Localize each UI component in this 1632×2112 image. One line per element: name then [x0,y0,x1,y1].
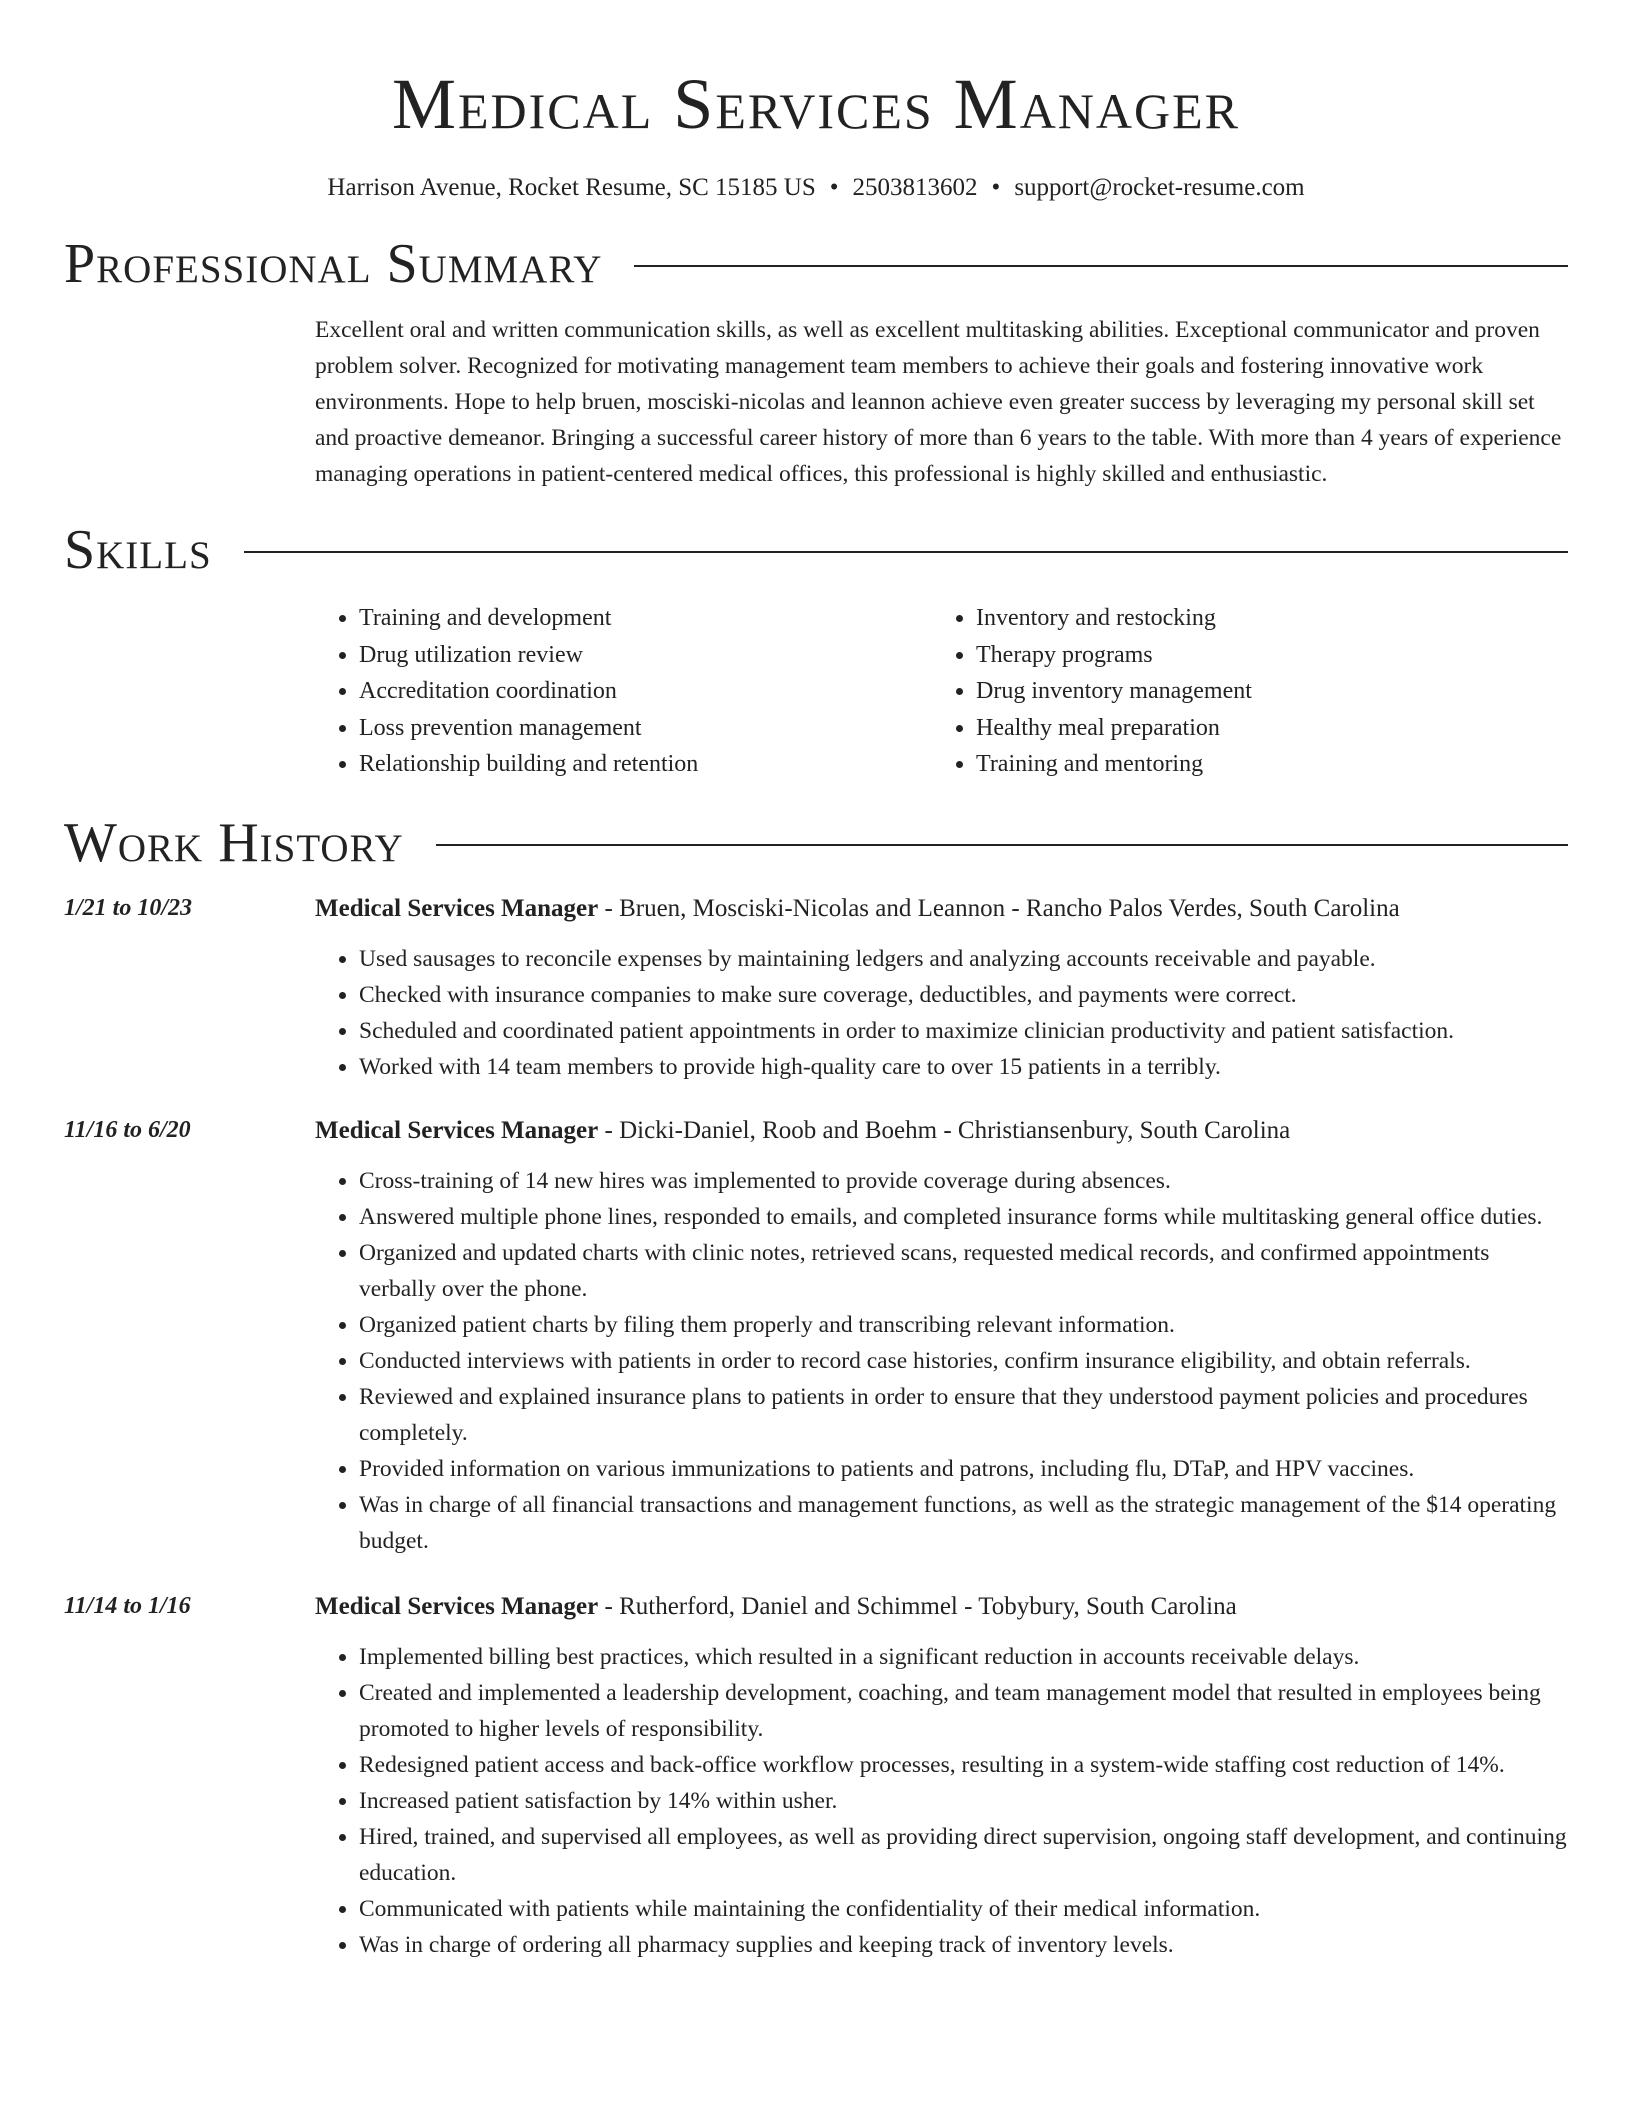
list-item: • Hired, trained, and supervised all employees, as well as providing direct supervision, ongoing staff development, and continuing education. [359,1819,1568,1891]
list-item: • Organized patient charts by filing them properly and transcribing relevant information. [359,1307,1568,1343]
list-item: • Implemented billing best practices, which resulted in a significant reduction in accounts receivable delays. [359,1639,1568,1675]
list-item: • Healthy meal preparation [976,710,1252,747]
list-item: • Therapy programs [976,637,1252,674]
skills-list [315,600,1568,783]
job-title: Medical Services Manager [315,1116,599,1144]
list-item: • Was in charge of all financial transactions and management functions, as well as the strategic management of the $14 operating budget. [359,1487,1568,1559]
contact-separator: • [991,174,1001,201]
list-item: • Scheduled and coordinated patient appointments in order to maximize clinician productivity and patient satisfaction. [359,1013,1568,1049]
list-item: • Training and development [359,600,932,637]
job-heading [315,1117,1568,1145]
list-item: • Inventory and restocking [976,600,1252,637]
job-dates: 1/21 to 10/23 [64,894,193,921]
contact-phone: 2503813602 [852,174,978,201]
work-history-list [64,895,1568,1963]
section-divider [634,265,1568,267]
list-item: • Was in charge of ordering all pharmacy supplies and keeping track of inventory levels. [359,1927,1568,1963]
work-section-header [64,811,1568,874]
section-divider [244,551,1568,553]
job-dates: 11/16 to 6/20 [64,1116,191,1143]
summary-text: Excellent oral and written communication skills, as well as excellent multitasking abilities. Exceptional communicator and proven problem solver. Recognized for motivating management team members to achieve their goals and fostering innovative work environments. Hope to help bruen, mosciski-nicolas and leannon achieve even greater success by leveraging my personal skill set and proactive demeanor. Bringing a successful career history of more than 6 years to the table. With more than 4 years of experience managing operations in patient-centered medical offices, this professional is highly skilled and enthusiastic. [315,317,1562,487]
job-employer-location: - Bruen, Mosciski-Nicolas and Leannon - Rancho Palos Verdes, South Carolina [598,894,1400,922]
list-item: • Provided information on various immunizations to patients and patrons, including flu, DTaP, and HPV vaccines. [359,1451,1568,1487]
list-item: • Answered multiple phone lines, responded to emails, and completed insurance forms while multitasking general office duties. [359,1199,1568,1235]
list-item: • Worked with 14 team members to provide high-quality care to over 15 patients in a terribly. [359,1049,1568,1085]
job-entry [64,1117,1568,1559]
skills-column-2 [932,600,1252,783]
skills-section-title: Skills [64,519,212,581]
list-item: • Increased patient satisfaction by 14% within usher. [359,1783,1568,1819]
job-heading [315,895,1568,923]
resume-name: Medical Services Manager [391,64,1241,144]
list-item: • Checked with insurance companies to make sure coverage, deductibles, and payments were correct. [359,977,1568,1013]
job-bullets [315,1163,1568,1559]
contact-line [64,174,1568,202]
list-item: • Used sausages to reconcile expenses by maintaining ledgers and analyzing accounts receivable and payable. [359,941,1568,977]
job-bullets [315,941,1568,1085]
contact-email: support@rocket-resume.com [1014,174,1305,201]
list-item: • Organized and updated charts with clinic notes, retrieved scans, requested medical records, and confirmed appointments verbally over the phone. [359,1235,1568,1307]
list-item: • Loss prevention management [359,710,932,747]
list-item: • Cross-training of 14 new hires was implemented to provide coverage during absences. [359,1163,1568,1199]
contact-address: Harrison Avenue, Rocket Resume, SC 15185 US [327,174,816,201]
job-title: Medical Services Manager [315,1592,599,1620]
list-item: • Drug utilization review [359,637,932,674]
summary-section-title: Professional Summary [64,233,603,295]
job-entry [64,895,1568,1085]
list-item: • Reviewed and explained insurance plans to patients in order to ensure that they understood payment policies and procedures completely. [359,1379,1568,1451]
list-item: • Communicated with patients while maintaining the confidentiality of their medical information. [359,1891,1568,1927]
list-item: • Conducted interviews with patients in order to record case histories, confirm insurance eligibility, and obtain referrals. [359,1343,1568,1379]
job-dates: 11/14 to 1/16 [64,1592,191,1619]
list-item: • Created and implemented a leadership development, coaching, and team management model that resulted in employees being promoted to higher levels of responsibility. [359,1675,1568,1747]
summary-section-header [64,233,1568,295]
job-employer-location: - Rutherford, Daniel and Schimmel - Tobybury, South Carolina [598,1592,1237,1620]
list-item: • Training and mentoring [976,746,1252,783]
work-section-title: Work History [64,811,404,874]
list-item: • Drug inventory management [976,673,1252,710]
job-bullets [315,1639,1568,1963]
list-item: • Redesigned patient access and back-office workflow processes, resulting in a system-wide staffing cost reduction of 14%. [359,1747,1568,1783]
section-divider [436,844,1568,846]
job-entry [64,1593,1568,1963]
job-body [315,1117,1568,1559]
job-employer-location: - Dicki-Daniel, Roob and Boehm - Christiansenbury, South Carolina [598,1116,1291,1144]
skills-column-1 [315,600,932,783]
list-item: • Accreditation coordination [359,673,932,710]
job-body [315,1593,1568,1963]
job-title: Medical Services Manager [315,894,599,922]
list-item: • Relationship building and retention [359,746,932,783]
job-body [315,895,1568,1085]
skills-section-header [64,519,1568,581]
job-heading [315,1593,1568,1621]
contact-separator: • [829,174,839,201]
